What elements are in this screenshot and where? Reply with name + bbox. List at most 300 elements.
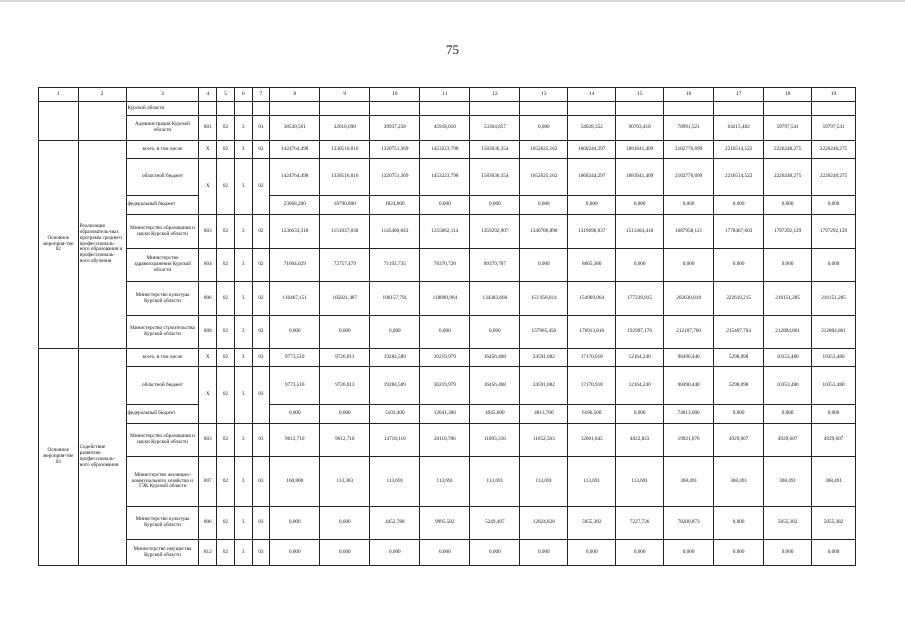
amount-cell: 216151,285 <box>764 282 812 316</box>
activity-name: Основное мероприя-тие 03 <box>39 349 79 566</box>
amount-cell: 1652625,162 <box>520 159 568 196</box>
table-row <box>39 141 856 159</box>
table-row <box>39 540 856 566</box>
budget-code: 3 <box>234 249 252 282</box>
budget-code: 02 <box>252 316 270 349</box>
amount-cell: 0,000 <box>370 316 420 349</box>
amount-cell: 20110,786 <box>420 424 470 457</box>
amount-cell: 0,000 <box>812 540 856 566</box>
budget-code: 3 <box>234 159 252 215</box>
amount-cell <box>370 102 420 116</box>
amount-cell: 1797292,129 <box>812 215 856 249</box>
amount-cell: 0,000 <box>568 196 616 215</box>
budget-code: 02 <box>217 249 235 282</box>
amount-cell: 59797,541 <box>812 116 856 141</box>
amount-cell: 106157,791 <box>370 282 420 316</box>
amount-cell: 118890,964 <box>420 282 470 316</box>
amount-cell: 17170,918 <box>568 367 616 405</box>
budget-code: 02 <box>217 424 235 457</box>
amount-cell: 4813,700 <box>520 405 568 424</box>
amount-cell: 9995,502 <box>420 507 470 540</box>
amount-cell: 0,000 <box>520 116 568 141</box>
table-header-row <box>39 88 856 102</box>
amount-cell <box>812 102 856 116</box>
amount-cell: 0,000 <box>616 249 664 282</box>
amount-cell: 1511404,418 <box>616 215 664 249</box>
column-header: 9 <box>320 88 370 102</box>
table-row <box>39 282 856 316</box>
amount-cell: 38530,561 <box>270 116 320 141</box>
amount-cell: 1320751,369 <box>370 141 420 159</box>
amount-cell: 0,000 <box>764 196 812 215</box>
budget-code: 02 <box>217 282 235 316</box>
amount-cell: 4929,607 <box>714 424 764 457</box>
amount-cell: 6166,500 <box>568 405 616 424</box>
amount-cell: 116467,151 <box>270 282 320 316</box>
executor-name: Администрация Курской области <box>126 116 199 141</box>
amount-cell: 0,000 <box>616 540 664 566</box>
amount-cell: 113,691 <box>420 457 470 507</box>
amount-cell: 1453223,798 <box>420 159 470 196</box>
amount-cell: 24591,082 <box>520 367 568 405</box>
amount-cell: 14718,110 <box>370 424 420 457</box>
column-header: 10 <box>370 88 420 102</box>
activity-description <box>78 102 126 141</box>
amount-cell: 0,000 <box>764 540 812 566</box>
amount-cell: 113,691 <box>370 457 420 507</box>
amount-cell: 64215,482 <box>714 116 764 141</box>
amount-cell: 368,491 <box>812 457 856 507</box>
amount-cell: 153 958,814 <box>520 282 568 316</box>
amount-cell: 113,303 <box>320 457 370 507</box>
amount-cell: 0,000 <box>320 316 370 349</box>
executor-name: всего, в том числе <box>126 141 199 159</box>
table-row <box>39 249 856 282</box>
budget-code: Х <box>199 349 217 367</box>
amount-cell: 0,000 <box>320 507 370 540</box>
amount-cell: 9726,013 <box>320 349 370 367</box>
funding-source: федеральный бюджет <box>126 405 199 424</box>
amount-cell: 0,000 <box>520 540 568 566</box>
executor-name: Министерство образования и науки Курской области <box>126 424 199 457</box>
column-header: 12 <box>470 88 520 102</box>
column-header: 3 <box>126 88 199 102</box>
amount-cell: 98490,440 <box>664 367 714 405</box>
amount-cell: 0,000 <box>616 196 664 215</box>
amount-cell: 2226248,275 <box>812 141 856 159</box>
table-row <box>39 367 856 405</box>
budget-code: 3 <box>234 316 252 349</box>
amount-cell: 71664,029 <box>270 249 320 282</box>
column-header: 6 <box>234 88 252 102</box>
amount-cell: 1340706,898 <box>520 215 568 249</box>
budget-code: 3 <box>234 540 252 566</box>
budget-code: 803 <box>199 424 217 457</box>
amount-cell: 2226248,275 <box>812 159 856 196</box>
amount-cell: 1583036,354 <box>470 159 520 196</box>
executor-name: Министерство жилищно-коммунального хозяйства и ТЭК Курской области <box>126 457 199 507</box>
table-row <box>39 405 856 424</box>
amount-cell: 1687958,121 <box>664 215 714 249</box>
amount-cell: 0,000 <box>714 405 764 424</box>
amount-cell: 5055,382 <box>812 507 856 540</box>
amount-cell: 368,491 <box>764 457 812 507</box>
budget-code: 02 <box>217 141 235 159</box>
amount-cell: 2226248,275 <box>764 141 812 159</box>
amount-cell: 9612,710 <box>270 424 320 457</box>
amount-cell: 39937,258 <box>370 116 420 141</box>
amount-cell <box>320 102 370 116</box>
amount-cell: 0,000 <box>812 405 856 424</box>
amount-cell: 5298,098 <box>714 349 764 367</box>
column-header: 18 <box>764 88 812 102</box>
amount-cell <box>270 102 320 116</box>
budget-code: 03 <box>252 424 270 457</box>
budget-code: 3 <box>234 141 252 159</box>
amount-cell: 19921,076 <box>664 424 714 457</box>
amount-cell: 0,000 <box>616 405 664 424</box>
budget-table <box>38 87 856 566</box>
budget-code: 03 <box>252 457 270 507</box>
amount-cell: 105821,487 <box>320 282 370 316</box>
budget-code: 807 <box>199 457 217 507</box>
amount-cell: 202630,818 <box>664 282 714 316</box>
amount-cell: 0,000 <box>470 196 520 215</box>
amount-cell: 113,691 <box>520 457 568 507</box>
amount-cell: 113,691 <box>470 457 520 507</box>
amount-cell <box>420 102 470 116</box>
amount-cell: 1797292,129 <box>764 215 812 249</box>
amount-cell: 0,000 <box>270 540 320 566</box>
budget-code: Х <box>199 141 217 159</box>
amount-cell: 1424764,498 <box>270 141 320 159</box>
column-header: 14 <box>568 88 616 102</box>
budget-code: 02 <box>217 540 235 566</box>
budget-code: Х <box>199 159 217 215</box>
budget-code <box>217 102 235 116</box>
budget-code: 801 <box>199 116 217 141</box>
amount-cell: 23068,200 <box>270 196 320 215</box>
page-number: 75 <box>446 42 459 57</box>
table-row <box>39 457 856 507</box>
amount-cell: 0,000 <box>270 316 320 349</box>
budget-code: 02 <box>217 159 235 215</box>
amount-cell: 157965,450 <box>520 316 568 349</box>
amount-cell: 0,000 <box>664 249 714 282</box>
amount-cell: 4929,607 <box>812 424 856 457</box>
amount-cell: 12041,300 <box>420 405 470 424</box>
budget-code: 808 <box>199 316 217 349</box>
amount-cell: 32010,690 <box>320 116 370 141</box>
amount-cell: 45918,010 <box>420 116 470 141</box>
amount-cell: 0,000 <box>520 196 568 215</box>
amount-cell: 98490,440 <box>664 349 714 367</box>
amount-cell: 2216514,522 <box>714 141 764 159</box>
amount-cell: 0,000 <box>420 540 470 566</box>
amount-cell: 12164,240 <box>616 349 664 367</box>
amount-cell: 0,000 <box>420 316 470 349</box>
amount-cell: 0,000 <box>470 316 520 349</box>
amount-cell: 1151037,830 <box>320 215 370 249</box>
amount-cell: 192997,176 <box>616 316 664 349</box>
executor-name: Министерство культуры Курской области <box>126 282 199 316</box>
table-row <box>39 102 856 116</box>
amount-cell: 215407,704 <box>714 316 764 349</box>
amount-cell: 176913,816 <box>568 316 616 349</box>
amount-cell: 0,000 <box>320 540 370 566</box>
activity-description: Реализация образователь-ных программ среднего профессиональ-ного образования и профессиональ-ного обучения <box>78 141 126 349</box>
column-header: 5 <box>217 88 235 102</box>
budget-code: 804 <box>199 249 217 282</box>
amount-cell <box>568 102 616 116</box>
amount-cell: 134383,660 <box>470 282 520 316</box>
amount-cell: 0,000 <box>520 249 568 282</box>
budget-code: Х <box>199 367 217 424</box>
amount-cell: 4822,823 <box>616 424 664 457</box>
amount-cell: 5055,382 <box>764 507 812 540</box>
amount-cell: 59797,541 <box>764 116 812 141</box>
budget-code: 01 <box>252 116 270 141</box>
budget-code: 03 <box>252 349 270 367</box>
amount-cell: 17170,918 <box>568 349 616 367</box>
amount-cell: 1453223,798 <box>420 141 470 159</box>
budget-code: 02 <box>217 116 235 141</box>
amount-cell: 1660244,297 <box>568 159 616 196</box>
amount-cell: 11093,310 <box>470 424 520 457</box>
budget-code: 806 <box>199 507 217 540</box>
scan-edge <box>0 0 905 2</box>
amount-cell: 12164,240 <box>616 367 664 405</box>
column-header: 7 <box>252 88 270 102</box>
amount-cell: 113,691 <box>568 457 616 507</box>
budget-code <box>199 102 217 116</box>
column-header: 4 <box>199 88 217 102</box>
activity-description: Содействие развитию профессиональ-ного образования <box>78 349 126 566</box>
amount-cell: 16456,408 <box>470 349 520 367</box>
column-header: 16 <box>664 88 714 102</box>
amount-cell: 5298,098 <box>714 367 764 405</box>
amount-cell: 11652,563 <box>520 424 568 457</box>
table-row <box>39 316 856 349</box>
amount-cell: 24591,082 <box>520 349 568 367</box>
amount-cell: 0,000 <box>764 405 812 424</box>
amount-cell: 12824,828 <box>520 507 568 540</box>
amount-cell: 1330516,816 <box>320 159 370 196</box>
amount-cell: 18790,800 <box>320 196 370 215</box>
activity-name: Основное мероприя-тие 02 <box>39 141 79 349</box>
amount-cell: 113,691 <box>616 457 664 507</box>
table-row <box>39 507 856 540</box>
budget-code: 03 <box>252 507 270 540</box>
activity-name <box>39 102 79 141</box>
amount-cell: 53364,857 <box>470 116 520 141</box>
budget-code: 3 <box>234 215 252 249</box>
amount-cell: 5103,400 <box>370 405 420 424</box>
budget-code: 812 <box>199 540 217 566</box>
table-row <box>39 215 856 249</box>
amount-cell: 54028,352 <box>568 116 616 141</box>
amount-cell: 0,000 <box>270 405 320 424</box>
amount-cell: 0,000 <box>764 249 812 282</box>
amount-cell: 216151,285 <box>812 282 856 316</box>
executor-name: Министерство здравоохранения Курской области <box>126 249 199 282</box>
executor-name: Министерство имущества Курской области <box>126 540 199 566</box>
budget-code: 02 <box>217 215 235 249</box>
amount-cell: 177239,815 <box>616 282 664 316</box>
amount-cell: 368,491 <box>664 457 714 507</box>
funding-source: федеральный бюджет <box>126 196 199 215</box>
budget-code: 02 <box>252 159 270 215</box>
amount-cell: 12001,845 <box>568 424 616 457</box>
amount-cell: 19284,589 <box>370 349 420 367</box>
amount-cell: 1319696,037 <box>568 215 616 249</box>
column-header: 19 <box>812 88 856 102</box>
amount-cell <box>764 102 812 116</box>
funding-source: областной бюджет <box>126 367 199 405</box>
table-row <box>39 116 856 141</box>
amount-cell: 10353,480 <box>764 349 812 367</box>
amount-cell: 222619,215 <box>714 282 764 316</box>
amount-cell: 5249,407 <box>470 507 520 540</box>
amount-cell: 2226248,275 <box>764 159 812 196</box>
amount-cell: 0,000 <box>812 196 856 215</box>
budget-code: 3 <box>234 349 252 367</box>
amount-cell: 10353,480 <box>812 349 856 367</box>
amount-cell: 10353,480 <box>812 367 856 405</box>
amount-cell: 212187,760 <box>664 316 714 349</box>
column-header: 15 <box>616 88 664 102</box>
amount-cell: 78200,873 <box>664 507 714 540</box>
amount-cell: 1583036,354 <box>470 141 520 159</box>
amount-cell: 4452,788 <box>370 507 420 540</box>
amount-cell: 0,000 <box>714 540 764 566</box>
amount-cell: 0,000 <box>370 540 420 566</box>
amount-cell: 9773,510 <box>270 367 320 405</box>
budget-code: 02 <box>217 349 235 367</box>
amount-cell: 1236633,318 <box>270 215 320 249</box>
budget-code: 03 <box>252 540 270 566</box>
budget-code: 3 <box>234 116 252 141</box>
amount-cell: 78991,521 <box>664 116 714 141</box>
amount-cell: 0,000 <box>714 196 764 215</box>
executor-name: Министерство строительства Курской области <box>126 316 199 349</box>
budget-code: 3 <box>234 367 252 424</box>
column-header: 17 <box>714 88 764 102</box>
amount-cell: 368,491 <box>714 457 764 507</box>
amount-cell: 72757,479 <box>320 249 370 282</box>
amount-cell: 0,000 <box>714 507 764 540</box>
amount-cell: 1660244,297 <box>568 141 616 159</box>
budget-code <box>234 102 252 116</box>
amount-cell: 0,000 <box>714 249 764 282</box>
amount-cell: 1424764,498 <box>270 159 320 196</box>
amount-cell: 212804,861 <box>812 316 856 349</box>
amount-cell: 1255062,114 <box>420 215 470 249</box>
budget-code: 03 <box>252 367 270 424</box>
amount-cell: 19284,589 <box>370 367 420 405</box>
amount-cell <box>664 102 714 116</box>
amount-cell: 10353,480 <box>764 367 812 405</box>
amount-cell: 16456,408 <box>470 367 520 405</box>
table-row <box>39 349 856 367</box>
amount-cell: 8665,380 <box>568 249 616 282</box>
amount-cell: 7227,726 <box>616 507 664 540</box>
amount-cell: 2216514,522 <box>714 159 764 196</box>
amount-cell: 1881641,409 <box>616 141 664 159</box>
table-row <box>39 159 856 196</box>
amount-cell: 0,000 <box>568 540 616 566</box>
budget-code: 02 <box>252 141 270 159</box>
amount-cell: 0,000 <box>664 196 714 215</box>
amount-cell: 0,000 <box>664 540 714 566</box>
amount-cell: 1359292,907 <box>470 215 520 249</box>
amount-cell: 89379,787 <box>470 249 520 282</box>
amount-cell: 154969,064 <box>568 282 616 316</box>
budget-code: 02 <box>217 316 235 349</box>
budget-code: 02 <box>217 367 235 424</box>
table-row <box>39 196 856 215</box>
column-header: 1 <box>39 88 79 102</box>
amount-cell: 1824,000 <box>370 196 420 215</box>
amount-cell: 4945,600 <box>470 405 520 424</box>
budget-code: 02 <box>252 282 270 316</box>
executor-name: всего, в том числе <box>126 349 199 367</box>
budget-code <box>252 102 270 116</box>
column-header: 8 <box>270 88 320 102</box>
budget-code: 02 <box>217 507 235 540</box>
amount-cell: 71192,735 <box>370 249 420 282</box>
column-header: 2 <box>78 88 126 102</box>
amount-cell: 9726,013 <box>320 367 370 405</box>
region-note: Курской области <box>126 102 199 116</box>
budget-code: 803 <box>199 215 217 249</box>
amount-cell: 9612,710 <box>320 424 370 457</box>
budget-code: 02 <box>252 215 270 249</box>
column-header: 13 <box>520 88 568 102</box>
amount-cell: 4929,607 <box>764 424 812 457</box>
executor-name: Министерство культуры Курской области <box>126 507 199 540</box>
amount-cell: 74013,000 <box>664 405 714 424</box>
funding-source: областной бюджет <box>126 159 199 196</box>
amount-cell <box>520 102 568 116</box>
amount-cell: 160,800 <box>270 457 320 507</box>
amount-cell: 30219,979 <box>420 367 470 405</box>
executor-name: Министерство образования и науки Курской области <box>126 215 199 249</box>
amount-cell <box>470 102 520 116</box>
amount-cell: 78370,720 <box>420 249 470 282</box>
amount-cell: 1881641,409 <box>616 159 664 196</box>
amount-cell: 9773,510 <box>270 349 320 367</box>
budget-code: 3 <box>234 457 252 507</box>
budget-code: 3 <box>234 424 252 457</box>
budget-code: 02 <box>252 249 270 282</box>
column-header: 11 <box>420 88 470 102</box>
amount-cell: 0,000 <box>270 507 320 540</box>
amount-cell: 1320751,369 <box>370 159 420 196</box>
budget-code: 3 <box>234 282 252 316</box>
budget-code: 3 <box>234 507 252 540</box>
amount-cell: 1778487,603 <box>714 215 764 249</box>
amount-cell: 0,000 <box>320 405 370 424</box>
amount-cell: 1145400,843 <box>370 215 420 249</box>
amount-cell <box>616 102 664 116</box>
table-row <box>39 424 856 457</box>
amount-cell: 5055,382 <box>568 507 616 540</box>
budget-code: 02 <box>217 457 235 507</box>
budget-code: 806 <box>199 282 217 316</box>
amount-cell: 2102776,699 <box>664 159 714 196</box>
amount-cell: 212804,861 <box>764 316 812 349</box>
